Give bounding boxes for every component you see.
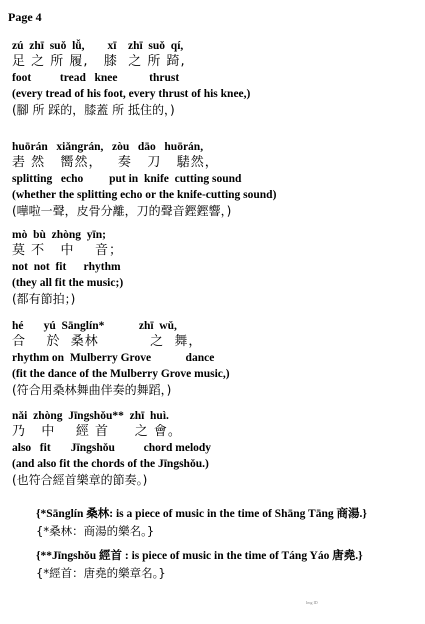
chinese-translation: (都有節拍；) [12,292,76,306]
english-translation: (fit the dance of the Mulberry Grove music,) [12,368,230,380]
scan-mark: Img ID [306,600,318,605]
footnote-english: {**Jīngshǒu 經首 : is piece of music in the time of Táng Yáo 唐堯.} [36,550,363,562]
pinyin-line: nǎi zhòng Jīngshǒu** zhī huì. [12,410,169,422]
pinyin-line: zú zhī suǒ lǚ, xī zhī suǒ qí, [12,40,184,52]
verse-5 [12,408,417,488]
chinese-translation: (腳 所 踩的，膝蓋 所 抵住的，) [12,103,175,117]
chinese-translation: (也符合經首樂章的節奏。) [12,473,148,487]
pinyin-line: mò bù zhòng yīn; [12,229,106,241]
gloss-line: rhythm on Mulberry Grove dance [12,352,215,364]
footnotes [36,506,416,590]
hanzi-line: 乃 中 經 首 之 會。 [12,424,182,439]
english-translation: (whether the splitting echo or the knife-cutting sound) [12,189,277,201]
footnote-chinese: {*桑林：商湯的樂名。} [36,524,155,538]
footnote-chinese: {*經首：唐堯的樂章名。} [36,566,166,580]
footnote-sanglin [36,506,416,540]
hanzi-line: 合 於 桑林 之 舞， [12,334,203,349]
hanzi-line: 砉 然 嚮然， 奏 刀 騞然， [12,155,219,170]
gloss-line: not not fit rhythm [12,261,121,273]
chinese-translation: (嘩啦一聲，皮骨分離，刀的聲音鏗鏗響，) [12,204,232,218]
pinyin-line: hé yú Sānglín* zhī wǔ, [12,320,177,332]
gloss-line: splitting echo put in knife cutting sound [12,173,242,185]
footnote-jingshou [36,548,416,582]
verse-4 [12,318,417,398]
pinyin-line: huōrán xiǎngrán, zòu dāo huōrán, [12,141,204,153]
gloss-line: also fit Jīngshǒu chord melody [12,442,212,454]
english-translation: (every tread of his foot, every thrust of his knee,) [12,88,251,100]
english-translation: (they all fit the music;) [12,277,124,289]
footnote-english: {*Sānglín 桑林: is a piece of music in the time of Shāng Tāng 商湯.} [36,508,367,520]
chinese-translation: (符合用桑林舞曲伴奏的舞蹈，) [12,383,172,397]
english-translation: (and also fit the chords of the Jīngshǒu.) [12,458,209,470]
verse-1 [12,38,417,118]
hanzi-line: 足 之 所 履, 膝 之 所 踦, [12,54,186,69]
verse-3 [12,227,417,307]
verse-2 [12,139,417,219]
gloss-line: foot tread knee thrust [12,72,180,84]
hanzi-line: 莫 不 中 音； [12,243,124,258]
page-number: Page 4 [8,10,42,24]
